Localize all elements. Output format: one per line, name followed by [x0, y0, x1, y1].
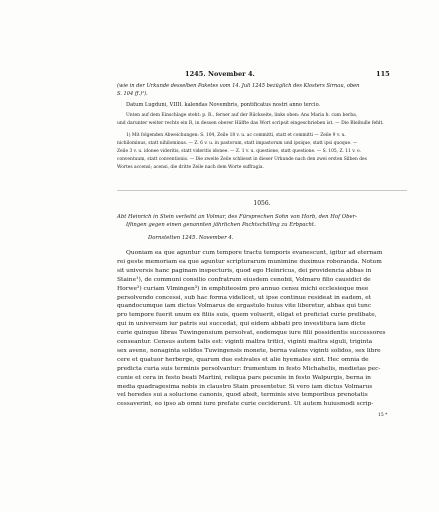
text-line: censeantur. Census autem talis est: viginti maltra tritici, viginti maltra siguli, triginta: [117, 339, 373, 345]
footnote-line: conventuum, statt conventionis. — Die zweite Zeile schliesst in dieser Urkunde nach den zwei ersten Silben des: [117, 157, 367, 162]
preceding-note-line: (wie in der Urkunde desselben Paketes vom 14. Juli 1245 bezüglich des Klosters Sirnau, oben: [117, 83, 360, 89]
archival-remark: und darunter weiter rechts ein R, in dessen oberer Hälfte das Wort scripsit eingeschrieben ist. — Die Bleibulle fehlt.: [117, 121, 384, 126]
text-line: predicta curia suis terminis persolvantur: frumentum in festo Michahelis, medietas pec-: [117, 365, 381, 372]
archival-remark: Unten auf dem Einschlage steht: p. R., ferner auf der Rückseite, links oben: Ans Maria h. cum berba,: [126, 113, 358, 118]
text-line: curie quinque libras Tuwingensium persolvat, eodemque iure filii possidentis successores: [117, 330, 386, 337]
text-line: sex avene, nonaginta solidos Tuwingensis monete, berna valens viginti solidos, sex libre: [117, 347, 381, 354]
document-summary: Iflingen gegen einen genannten jährlichen Pachtschilling zu Erbpacht.: [126, 222, 316, 228]
footnote-line: 1) Mit folgenden Abweichungen: S. 104, Zeile 18 v. u. ac committi, statt et committi — Zeile 9 v. u.: [126, 133, 346, 138]
text-line: Quoniam ea que aguntur cum tempore tractu temporis evanescunt, igitur ad eternam: [126, 250, 383, 256]
text-line: rei geste memoriam ea que aguntur scripturarum munimine duximus roboranda. Notum: [117, 258, 382, 265]
footnote-line: Wortes accensi; acensi, die dritte Zeile nach dem Worte suffragia.: [117, 165, 264, 170]
text-line: cessaverint, eo ipso ab omni iure prefate curie ceciderunt. Ut autem huiusmodi scrip-: [117, 401, 374, 408]
text-line: sit universis hanc paginam inspecturis, quod ego Heinricus, dei providencia abbas in: [117, 267, 372, 274]
document-summary: Abt Heinrich in Stein verleiht an Volmar, des Fürsprechen Sohn von Horb, den Hof Ober-: [117, 214, 357, 220]
text-line: media quadragesima nobis in claustro Stain presentetur. Si vero iam dictus Volmarus: [117, 383, 373, 390]
dating-clause: Datum Lugduni, VIIII. kalendas Novembris, pontificatus nostri anno tercio.: [126, 102, 321, 108]
text-line: pro tempore fuerit unum ex filiis suis, quem voluerit, eligat et preficiat curie prelibate,: [117, 312, 377, 319]
document-number: 1056.: [253, 200, 271, 207]
text-line: qui in universum iur patris sui succedat, qui eidem abbati pro investitura iam dicte: [117, 321, 366, 328]
dateline: Dornstetten 1245. November 4.: [148, 235, 234, 241]
text-line: cere et quatuor herberge, quarum due estivales et alie hyemales sint. Hec omnia de: [117, 356, 369, 363]
section-divider: [117, 190, 407, 191]
running-head: 1245. November 4.: [185, 70, 255, 78]
text-line: Staine¹), de communi consilio confratrum eiusdem cenobii, Volmaro filio causidici de: [117, 276, 371, 283]
page-number: 115: [376, 70, 390, 78]
text-line: vel heredes sui a solucione canonis, quod absit, terminis sive temporibus prenotatis: [117, 392, 368, 399]
text-line: Horwe²) curiam Vlmingen³) in emphiteosim pro annuo censu michi ecclesieque mee: [117, 285, 369, 292]
preceding-note-line: S. 104 ff.)¹).: [117, 91, 148, 97]
text-line: cunie et cera in festo beati Martini, reliqua pars pecunie in festo Walpurgis, berna in: [117, 374, 371, 381]
text-line: persolvendo concessi, sub hac forma videlicet, ut ipse continue resideat in eadem, et: [117, 294, 372, 301]
footnote-line: Zeile 3 v. u. idonee videritis, statt videritis idonee. — Z. 1 v. u. questione, statt questione. — S. 105, Z. 11 v. o.: [117, 149, 361, 154]
sheet-signature: 15 *: [378, 413, 388, 418]
footnote-line: nichilominus, statt nihilominus. — Z. 6 v. u. in pastorum, statt impastorum und ipsique, statt ipsi quoque. —: [117, 141, 358, 146]
text-line: quandocumque iam dictus Volmarus de ergastulo huius vite liberetur, abbas qui tunc: [117, 303, 372, 310]
